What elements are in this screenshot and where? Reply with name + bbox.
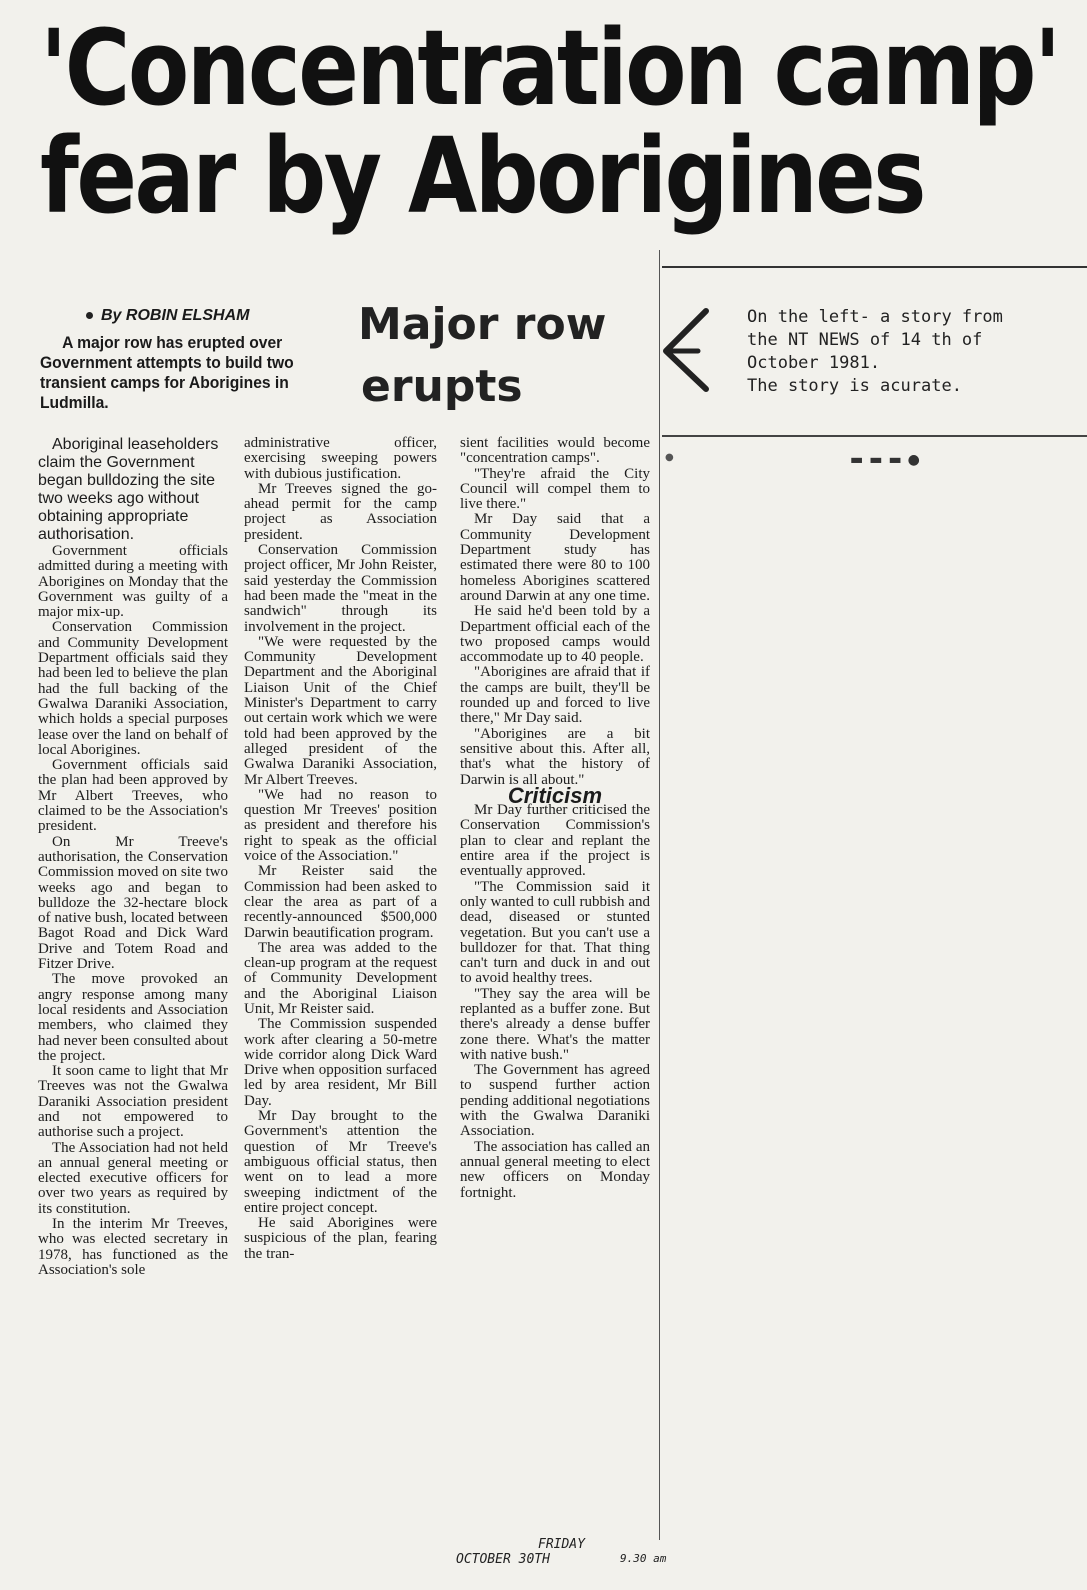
headline-line-2: fear by Aborigines [40, 115, 924, 237]
annotation-line-2: the NT NEWS of 14 th of [747, 330, 983, 350]
bullet-icon [86, 312, 93, 319]
byline-text: By ROBIN ELSHAM [101, 307, 250, 324]
handwritten-friday: FRIDAY [538, 1537, 585, 1552]
subheadline-line-1: Major row [358, 299, 607, 350]
handwritten-time: 9.30 am [620, 1552, 667, 1565]
headline [40, 7, 1059, 237]
paragraph: "We were requested by the Community Development Department and the Aboriginal Liaison Unit of the Chief Minister's Department to carry out certain work which we were told had been approved by the alleged president of the Gwalwa Daraniki Association, Mr Albert Treeves. [244, 633, 437, 788]
paragraph: Conservation Commission project officer, Mr John Reister, said yesterday the Commission had been made the "meat in the sandwich" through its involvement in the project. [244, 542, 437, 635]
paragraph: "We had no reason to question Mr Treeves' position as president and therefore his right to speak as the official voice of the Association." [244, 786, 437, 865]
handwritten-date: OCTOBER 30TH [456, 1552, 550, 1567]
article-column-1 [38, 436, 228, 1278]
paragraph: Aboriginal leaseholders claim the Government began bulldozing the site two weeks ago without obtaining appropriate authorisation. [38, 436, 219, 543]
paragraph: The Association had not held an annual general meeting or elected executive officers for over two years as required by its constitution. [38, 1139, 228, 1217]
smudge-mark: ● [665, 452, 674, 463]
article-column-3 [460, 436, 650, 1201]
paragraph: The Government has agreed to suspend further action pending additional negotiations with the Gwalwa Daraniki Association. [460, 1062, 650, 1140]
paragraph: On Mr Treeve's authorisation, the Conservation Commission moved on site two weeks ago and began to bulldoze the 32-hectare block of native bush, located between Bagot Road and Dick Ward Drive and Totem Road and Fitzer Drive. [38, 833, 229, 973]
paragraph: "Aborigines are a bit sensitive about this. After all, that's what the history of Darwin is all about." [460, 725, 650, 788]
paragraph: "They say the area will be replanted as a buffer zone. But there's already a dense buffer zone there. What's the matter with native bush." [460, 985, 650, 1063]
paragraph: It soon came to light that Mr Treeves was not the Gwalwa Daraniki Association president and not empowered to authorise such a project. [38, 1063, 228, 1141]
annotation-note [747, 306, 1067, 398]
annotation-line-4: The story is acurate. [747, 376, 962, 396]
column-divider [659, 250, 660, 1540]
paragraph: The area was added to the clean-up program at the request of Community Development and the Aboriginal Liaison Unit, Mr Reister said. [244, 939, 437, 1017]
paragraph: The Commission suspended work after clearing a 50-metre wide corridor along Dick Ward Drive when opposition surfaced led by area resident, Mr Bill Day. [244, 1016, 437, 1109]
paragraph: sient facilities would become "concentration camps". [460, 435, 650, 467]
paragraph: Government officials said the plan had been approved by Mr Albert Treeves, who claimed to be the Association's president. [38, 757, 228, 835]
annotation-line-1: On the left- a story from [747, 307, 1003, 327]
left-arrow-icon [658, 305, 718, 395]
paragraph: Government officials admitted during a meeting with Aborigines on Monday that the Government was guilty of a major mix-up. [38, 543, 228, 621]
paragraph: He said he'd been told by a Department official each of the two proposed camps would accommodate up to 40 people. [460, 603, 650, 666]
paragraph: He said Aborigines were suspicious of the plan, fearing the tran- [244, 1215, 437, 1262]
paragraph: administrative officer, exercising sweeping powers with dubious justification. [244, 435, 437, 482]
paragraph: The move provoked an angry response among many local residents and Association members, who claimed they had never been consulted about the project. [38, 971, 228, 1064]
criticism-heading: Criticism [507, 782, 603, 808]
paragraph: Mr Day further criticised the Conservation Commission's plan to clear and replant the entire area if the project is eventually approved. [460, 802, 650, 880]
paragraph: Mr Day said that a Community Development Department study has estimated there were 80 to 100 homeless Aborigines scattered around Darwin at any one time. [460, 511, 650, 604]
paragraph: In the interim Mr Treeves, who was elected secretary in 1978, has functioned as the Association's sole [38, 1216, 228, 1278]
intro-paragraph: A major row has erupted over Government attempts to build two transient camps for Aborigines in Ludmilla. [40, 333, 294, 412]
paragraph: "The Commission said it only wanted to cull rubbish and dead, diseased or stunted vegetation. But you can't use a bulldozer for that. That thing can't turn and duck in and out to avoid healthy trees. [460, 878, 650, 987]
subheadline [358, 294, 658, 418]
headline-line-1: 'Concentration camp' [40, 7, 1059, 129]
paragraph: The association has called an annual general meeting to elect new officers on Monday fortnight. [460, 1138, 650, 1201]
smudge-mark: ▬▬▬● [850, 452, 926, 468]
paragraph: Mr Treeves signed the go-ahead permit for the camp project as Association president. [244, 480, 437, 543]
paragraph: Conservation Commission and Community Development Department officials said they had been led to believe the plan had the full backing of the Gwalwa Daraniki Association, which holds a special purposes lease over the land on behalf of local Aborigines. [38, 619, 228, 758]
subheadline-line-2: erupts [361, 361, 523, 412]
byline [86, 307, 249, 325]
paragraph: "Aborigines are afraid that if the camps are built, they'll be rounded up and forced to live there," Mr Day said. [460, 664, 650, 727]
paragraph: "They're afraid the City Council will compel them to live there." [460, 465, 650, 513]
paragraph: Mr Reister said the Commission had been asked to clear the area as part of a recently-announced $500,000 Darwin beautification program. [244, 863, 437, 941]
article-column-2 [244, 436, 437, 1262]
paragraph: Mr Day brought to the Government's attention the question of Mr Treeve's ambiguous official status, then went on to lead a more sweeping indictment of the entire project concept. [244, 1108, 437, 1216]
annotation-line-3: October 1981. [747, 353, 881, 373]
